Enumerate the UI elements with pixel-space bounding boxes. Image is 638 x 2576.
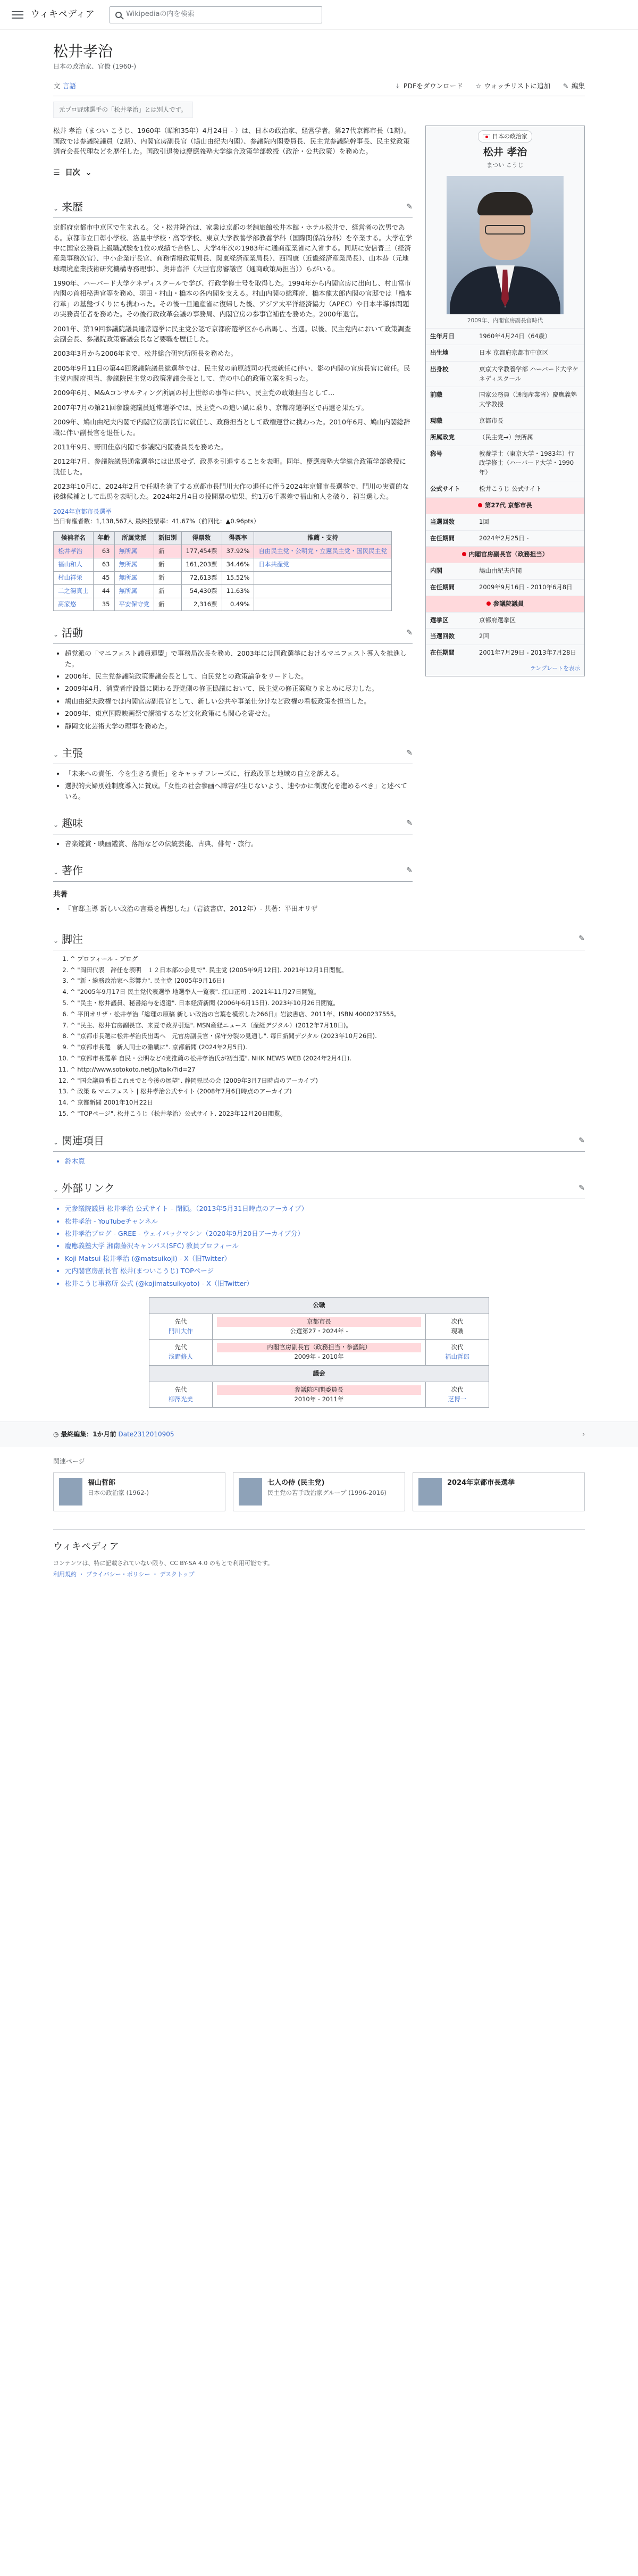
- infobox-row: [426, 328, 584, 345]
- infobox-section-title: 内閣官房副長官（政務担当）: [468, 550, 549, 558]
- career-paragraph: 2023年10月に、2024年2月で任期を満了する京都市長門川大作の退任に伴う2024年京都市長選挙で、門川の実質的な後継候補として出馬を表明した。2024年2月4日の投開票の結果、約1万6千票差で福山和人を破り、初当選した。: [53, 482, 409, 501]
- reference-item: 15. ^ "TOPページ". 松井こうじ（松井孝治）公式サイト. 2023年12月20日閲覧。: [70, 1109, 585, 1119]
- section-heading-notes[interactable]: [53, 929, 585, 950]
- next-name[interactable]: 福山哲郎: [445, 1353, 470, 1361]
- pencil-icon[interactable]: ✎: [406, 628, 413, 637]
- career-paragraph: 2009年6月、M&Aコンサルティング所属の村上世彰の事件に伴い、民主党の政策担当として…: [53, 389, 335, 397]
- external-link[interactable]: • 元参議院議員 松井孝治 公式サイト – 閉鎖。（2013年5月31日時点のアーカイブ）: [65, 1203, 585, 1214]
- table-cell: 11.63%: [222, 584, 254, 598]
- infobox-row: [426, 514, 584, 530]
- menu-icon[interactable]: [12, 11, 23, 19]
- office-term: 公選第27・2024年 -: [290, 1327, 348, 1335]
- related-card[interactable]: [53, 1472, 225, 1511]
- pencil-icon[interactable]: ✎: [406, 748, 413, 757]
- reference-item: 9. ^ "京都市長選 新人同士の激戦に". 京都新聞 (2024年2月5日).: [70, 1043, 585, 1052]
- infobox-row: [426, 563, 584, 579]
- succession-next: [426, 1314, 489, 1340]
- portrait-caption: 2009年、内閣官房副長官時代: [467, 317, 543, 324]
- infobox-value: 2009年9月16日 - 2010年6月8日: [479, 583, 573, 591]
- infobox-key: 当選回数: [430, 517, 455, 525]
- edit-label: 編集: [571, 82, 585, 90]
- succession-office: [212, 1314, 425, 1340]
- infobox-key: 生年月日: [430, 332, 455, 340]
- related-card[interactable]: [413, 1472, 585, 1511]
- table-cell[interactable]: [254, 598, 392, 611]
- chevron-down-icon: ⌄: [53, 936, 59, 944]
- footer-license: コンテンツは、特に記載されていない限り、CC BY-SA 4.0 のもとで利用可能です。: [53, 1559, 273, 1567]
- reference-item: 4. ^ "2005年9月17日 民主党代表選挙 地選挙人一覧表". 江口正司 . 2021年11月27日閲覧。: [70, 988, 585, 997]
- chevron-down-icon: ⌄: [53, 205, 59, 213]
- related-pages: [0, 1447, 638, 1521]
- succession-heading: 公職: [149, 1297, 489, 1314]
- office-name[interactable]: 京都市長: [217, 1317, 421, 1327]
- chevron-down-icon: ⌄: [53, 1138, 59, 1146]
- infobox-key: 所属政党: [430, 433, 455, 441]
- list-item: • 音楽鑑賞・映画鑑賞、落語などの伝統芸能、古典、俳句・旅行。: [65, 839, 413, 849]
- card-thumbnail: [239, 1478, 262, 1506]
- infobox-section-title: 第27代 京都市長: [484, 501, 532, 509]
- page-title: 松井孝治: [53, 43, 113, 60]
- last-modified-text: 最終編集：1か月前: [61, 1431, 116, 1438]
- infobox-section-deputy: [426, 546, 584, 563]
- infobox-key: 現職: [430, 417, 442, 425]
- external-link[interactable]: • Koji Matsui 松井孝治 (@matsuikoji) - X（旧Twitter）: [65, 1253, 585, 1264]
- chevron-down-icon: ⌄: [53, 750, 59, 758]
- infobox-row: [426, 446, 584, 481]
- infobox-value: 京都市長: [479, 417, 503, 425]
- career-paragraph: 京都府京都市中京区で生まれる。父・松井隆治は、家業は京都の老舗旅館松井本館・ホテル松井で、経営者の次男である。京都市立日彰小学校、洛星中学校・高等学校、東京大学教養学部教養学科（国際関係論分科）を卒業する。大学在学中に国家公務員上級職試験を1位の成績で合格し、大学4年次の1983年に通商産業省に入省する。同期に安倍晋三（経済産業事務次官）、中小企業庁長官、商務情報政策局長、関東経済産業局長）、西岡康（近畿経済産業局長）、山本恭（元地球環境産業技術研究機構専務理事）、奥井喜洋（大臣官房審議官（通商政策局担当））らがいる。: [53, 223, 413, 273]
- reference-item: 2. ^ "岡田代表 辞任を表明 １２日本部の会見で". 民主党 (2005年9月12日). 2021年12月1日閲覧。: [70, 966, 585, 975]
- infobox-name: 松井 孝治: [483, 146, 527, 158]
- page: [0, 30, 638, 1408]
- next-label: 次代: [451, 1317, 464, 1325]
- wikipedia-wordmark[interactable]: ウィキペディア: [31, 9, 95, 20]
- infobox-key: 公式サイト: [430, 485, 460, 493]
- pencil-icon[interactable]: ✎: [406, 202, 413, 211]
- card-description: 日本の政治家 (1962-): [88, 1488, 149, 1496]
- section-heading-career[interactable]: [53, 197, 413, 218]
- table-header: 得票率: [222, 532, 254, 545]
- prev-name[interactable]: 門川大作: [168, 1327, 193, 1335]
- language-button[interactable]: [53, 81, 76, 91]
- list-item: • 『官邸主導 新しい政治の言葉を構想した』（岩波書店、2012年）- 共著：平田オリザ: [65, 904, 413, 914]
- reference-item: 6. ^ 平田オリザ・松井孝治『総理の原稿 新しい政治の言葉を模索した266日』岩波書店、2011年。ISBN 4000237555。: [70, 1010, 585, 1019]
- list-item: • 2009年、東京国際映画祭で講演するなど文化政策にも関心を寄せた。: [65, 708, 413, 718]
- table-cell: 新: [154, 598, 182, 611]
- infobox-key: 選挙区: [430, 616, 449, 624]
- list-item: • 2006年、民主党参議院政策審議会長として、自民党との政策論争をリードした。: [65, 671, 413, 681]
- table-cell: 45: [93, 571, 114, 584]
- list-item: • 「未来への責任、今を生きる責任」をキャッチフレーズに、行政改革と地域の自立を訴える。: [65, 768, 413, 779]
- last-modified-bar[interactable]: [0, 1421, 638, 1447]
- reference-item: 3. ^ "新・総務政治家へ影響力". 民主党 (2005年9月16日): [70, 976, 585, 986]
- section-heading-hobbies[interactable]: [53, 813, 413, 834]
- card-text: [267, 1478, 387, 1506]
- career-paragraph: 2001年、第19回参議院議員通常選挙に民主党公認で京都府選挙区から出馬し、当選。以後、民主党内において政策調査会副会長、参議院政策審議会長など要職を歴任した。: [53, 324, 411, 343]
- section-title: 活動: [62, 626, 83, 640]
- pdf-label: PDFをダウンロード: [403, 82, 463, 90]
- table-cell[interactable]: 無所属: [114, 571, 154, 584]
- table-cell: 34.46%: [222, 558, 254, 572]
- infobox-value: 2回: [479, 632, 489, 640]
- infobox-key: 在任期間: [430, 649, 455, 657]
- portrait-image[interactable]: [447, 176, 564, 314]
- table-cell[interactable]: [254, 571, 392, 584]
- table-cell[interactable]: 日本共産党: [254, 558, 392, 572]
- infobox-row: [426, 413, 584, 429]
- section-title: 主張: [62, 746, 83, 759]
- star-icon: ☆: [475, 82, 482, 90]
- table-cell[interactable]: 村山祥栄: [54, 571, 94, 584]
- prev-label: 先代: [174, 1343, 187, 1351]
- reference-item: 1. ^ プロフィール - ブログ: [70, 955, 585, 964]
- infobox-row: [426, 645, 584, 661]
- card-title: 福山哲郎: [88, 1478, 116, 1487]
- table-header: 所属党派: [114, 532, 154, 545]
- infobox: [425, 126, 585, 676]
- table-cell: 72,613票: [181, 571, 222, 584]
- succession-office: [212, 1382, 425, 1408]
- table-cell: 37.92%: [222, 545, 254, 558]
- last-editor-link[interactable]: Date2312010905: [118, 1431, 174, 1438]
- infobox-section-mayor: [426, 497, 584, 514]
- infobox-value: 松井こうじ 公式サイト: [479, 485, 542, 493]
- infobox-value: （民主党→）無所属: [479, 433, 533, 441]
- table-cell: 63: [93, 558, 114, 572]
- infobox-row: [426, 345, 584, 361]
- table-cell: 新: [154, 545, 182, 558]
- footer-links[interactable]: 利用規約 ・ プライバシー・ポリシー ・ デスクトップ: [53, 1570, 195, 1578]
- table-cell: 63: [93, 545, 114, 558]
- pdf-download-button[interactable]: [394, 81, 463, 91]
- emblem-icon: [462, 552, 466, 556]
- infobox-key: 在任期間: [430, 534, 455, 542]
- career-paragraph: 2011年9月、野田佳彦内閣で参議院内閣委員長を務めた。: [53, 442, 228, 451]
- list-item: • 超党派の「マニフェスト議員連盟」で事務局次長を務め、2003年には国政選挙におけるマニフェスト導入を推進した。: [65, 648, 413, 669]
- table-cell: 15.52%: [222, 571, 254, 584]
- infobox-key: 前職: [430, 391, 442, 399]
- watchlist-button[interactable]: [475, 81, 550, 91]
- table-cell: 0.49%: [222, 598, 254, 611]
- pencil-icon[interactable]: ✎: [406, 818, 413, 827]
- table-cell[interactable]: 平安保守党: [114, 598, 154, 611]
- infobox-value: 国家公務員（通商産業省）慶應義塾大学教授: [479, 391, 577, 408]
- table-cell[interactable]: 無所属: [114, 584, 154, 598]
- infobox-value: 1回: [479, 517, 489, 525]
- card-thumbnail: [418, 1478, 442, 1506]
- table-cell[interactable]: 福山和人: [54, 558, 94, 572]
- external-link[interactable]: • 松井孝治 - YouTubeチャンネル: [65, 1216, 585, 1226]
- card-title: 七人の侍 (民主党): [267, 1478, 325, 1487]
- table-cell: 44: [93, 584, 114, 598]
- infobox-kana: まつい こうじ: [486, 161, 524, 169]
- top-bar: [0, 0, 638, 30]
- table-cell[interactable]: 二之湯真士: [54, 584, 94, 598]
- reference-item: 7. ^ "民主、松井官房副長官、来夏で政界引退". MSN産経ニュース（産経デジタル）(2012年7月18日)。: [70, 1021, 585, 1031]
- prev-label: 先代: [174, 1317, 187, 1325]
- career-paragraph: 2009年、鳩山由紀夫内閣で内閣官房副長官に就任し、政務担当として政権運営に携わった。2010年6月、鳩山内閣総辞職に伴い副長官を退任した。: [53, 418, 410, 437]
- infobox-value: 鳩山由紀夫内閣: [479, 567, 522, 575]
- career-paragraph: 2005年9月11日の第44回衆議院議員総選挙では、民主党の前原誠司の代表就任に伴い、影の内閣の官房長官に就任。民主党内閣府担当、参議院民主党の政策審議会長として、党の中心的政策立案を担った。: [53, 364, 410, 383]
- next-name[interactable]: 芝博一: [448, 1395, 467, 1403]
- search-icon: [115, 12, 122, 18]
- table-cell: 2,316票: [181, 598, 222, 611]
- card-text: [88, 1478, 149, 1506]
- table-cell: 54,430票: [181, 584, 222, 598]
- office-term: 2010年 - 2011年: [294, 1395, 344, 1403]
- table-header: 候補者名: [54, 532, 94, 545]
- succession-prev: [149, 1382, 213, 1408]
- career-paragraph: 1990年、ハーバード大学ケネディスクールで学び、行政学修士号を取得した。1994年から内閣官房に出向し、村山富市内閣の首相秘書官等を務め、羽田・村山・橋本の各内閣を支える。村山内閣の総理府、橋本龍太郎内閣の官邸では「橋本行革」の基盤づくりにも携わった。その後一旦通産省に復帰した後、アジア太平洋経済協力（APEC）や日本半導体問題の実務責任者を務めた。その後行政改革会議の事務局、内閣官房の参事官補佐を務めた。2000年退官。: [53, 279, 412, 319]
- career-paragraph: 2007年7月の第21回参議院議員通常選挙では、民主党への追い風に乗り、京都府選挙区で再選を果たす。: [53, 403, 368, 412]
- election-meta: 当日有権者数：1,138,567人 最終投票率：41.67%（前回比：▲0.96pts）: [53, 517, 260, 525]
- reference-item: 11. ^ http://www.sotokoto.net/jp/talk/?id=27: [70, 1065, 585, 1075]
- chevron-right-icon: ›: [582, 1431, 585, 1438]
- office-term: 2009年 - 2010年: [294, 1353, 344, 1361]
- election-caption[interactable]: 2024年京都市長選挙: [53, 507, 112, 515]
- infobox-tag: [478, 130, 532, 143]
- external-link[interactable]: • 慶應義塾大学 湘南藤沢キャンパス(SFC) 教員プロフィール: [65, 1241, 585, 1251]
- section-title: 関連項目: [62, 1134, 105, 1147]
- prev-label: 先代: [174, 1385, 187, 1393]
- download-icon: ⤓: [396, 82, 399, 90]
- infobox-value: 東京大学教養学部 ハーバード大学ケネディスクール: [479, 365, 579, 382]
- section-heading-external[interactable]: [53, 1178, 585, 1199]
- footer: [53, 1529, 585, 1595]
- infobox-key: 出生地: [430, 348, 449, 356]
- chevron-down-icon: ⌄: [85, 168, 92, 177]
- related-card[interactable]: [233, 1472, 405, 1511]
- external-link[interactable]: • 元内閣官房副長官 松井(まついこうじ) TOPページ: [65, 1266, 585, 1276]
- hatnote: 元プロ野球選手の「松井孝治」とは別人です。: [53, 102, 193, 119]
- reference-item: 14. ^ 京都新聞 2001年10月22日: [70, 1098, 585, 1108]
- table-cell[interactable]: 松井孝治: [54, 545, 94, 558]
- infobox-value: 日本 京都府京都市中京区: [479, 348, 549, 356]
- infobox-value: 2024年2月25日 -: [479, 534, 529, 542]
- table-cell: 新: [154, 571, 182, 584]
- infobox-row: [426, 628, 584, 645]
- infobox-tag-label: 日本の政治家: [492, 133, 527, 140]
- office-name[interactable]: 内閣官房副長官（政務担当・参議院）: [217, 1343, 421, 1352]
- edit-button[interactable]: [562, 81, 585, 91]
- table-cell[interactable]: 髙家悠: [54, 598, 94, 611]
- succession-next: [426, 1382, 489, 1408]
- article-body: [53, 126, 413, 917]
- table-cell: 新: [154, 584, 182, 598]
- page-actions: [53, 77, 585, 96]
- office-name[interactable]: 参議院内閣委員長: [217, 1385, 421, 1395]
- infobox-key: 在任期間: [430, 583, 455, 591]
- pencil-icon: ✎: [563, 82, 569, 90]
- section-heading-related[interactable]: [53, 1131, 585, 1152]
- table-cell[interactable]: 自由民主党・公明党・立憲民主党・国民民主党: [254, 545, 392, 558]
- table-row: [54, 571, 392, 584]
- list-icon: ☰: [53, 168, 60, 177]
- toc-toggle[interactable]: [53, 161, 413, 186]
- succession-prev: [149, 1314, 213, 1340]
- lead-paragraph: 松井 孝治（まつい こうじ、1960年（昭和35年）4月24日 - ）は、日本の政治家、経営学者。第27代京都市長（1期）。国政では参議院議員（2期）、内閣官房副長官（鳩山由紀夫内閣）、参議院内閣委員長、民主党参議院幹事長、民主党政策調査会長代理などを歴任した。国政引退後は慶應義塾大学総合政策学部教授（政治・公共政策）を務めた。: [53, 127, 411, 156]
- japan-flag-icon: [483, 134, 490, 139]
- pencil-icon[interactable]: ✎: [578, 1136, 585, 1145]
- external-link[interactable]: • 松井孝治ブログ - GREE - ウェイバックマシン（2020年9月20日アーカイブ分）: [65, 1228, 585, 1239]
- pencil-icon[interactable]: ✎: [406, 866, 413, 875]
- succession-office: [212, 1340, 425, 1366]
- chevron-down-icon: ⌄: [53, 821, 59, 829]
- infobox-row: [426, 387, 584, 413]
- table-cell: 177,454票: [181, 545, 222, 558]
- reference-item: 13. ^ 政策 & マニフェスト | 松井孝治公式サイト (2008年7月6日時点のアーカイブ): [70, 1087, 585, 1097]
- infobox-key: 内閣: [430, 567, 442, 575]
- related-pages-label: 関連ページ: [53, 1458, 85, 1466]
- infobox-row: [426, 579, 584, 596]
- related-link[interactable]: • 鈴木寛: [65, 1156, 585, 1166]
- infobox-section-councillor: [426, 596, 584, 612]
- card-title: 2024年京都市長選挙: [447, 1478, 515, 1487]
- section-title: 脚注: [62, 932, 83, 946]
- search-placeholder: Wikipediaの内を検索: [126, 10, 195, 19]
- table-header: 得票数: [181, 532, 222, 545]
- reference-item: 10. ^ "京都市長選挙 自民・公明など4党推薦の松井孝治氏が初当選". NHK NEWS WEB (2024年2月4日).: [70, 1054, 585, 1064]
- succession-box: [149, 1297, 489, 1408]
- infobox-value: 京都府選挙区: [479, 616, 516, 624]
- list-item: • 鳩山由紀夫政権では内閣官房副長官として、新しい公共や事業仕分けなど政権の看板政策を担当した。: [65, 696, 413, 706]
- footer-brand: ウィキペディア: [53, 1541, 119, 1552]
- table-header: 推薦・支持: [254, 532, 392, 545]
- table-cell[interactable]: [254, 584, 392, 598]
- chevron-down-icon: ⌄: [53, 631, 59, 639]
- prev-name[interactable]: 柳澤光美: [168, 1395, 193, 1403]
- language-label: 言語: [63, 82, 77, 90]
- infobox-row: [426, 612, 584, 629]
- list-item: • 静岡文化芸術大学の理事を務めた。: [65, 721, 413, 731]
- pencil-icon[interactable]: ✎: [578, 934, 585, 943]
- table-header: 新旧別: [154, 532, 182, 545]
- page-subtitle: 日本の政治家、官僚 (1960-): [53, 62, 137, 70]
- list-item: • 選択的夫婦別姓制度導入に賛成。「女性の社会参画へ障害が生じないよう、速やかに制度化を進めるべき」と述べている。: [65, 781, 413, 801]
- section-title: 外部リンク: [62, 1182, 115, 1195]
- table-cell[interactable]: 無所属: [114, 545, 154, 558]
- section-heading-views[interactable]: [53, 743, 413, 764]
- table-header: 年齢: [93, 532, 114, 545]
- card-thumbnail: [59, 1478, 82, 1506]
- section-title: 著作: [62, 864, 83, 877]
- infobox-row: [426, 530, 584, 547]
- infobox-section-title: 参議院議員: [493, 599, 524, 607]
- infobox-row: [426, 481, 584, 497]
- career-paragraph: 2012年7月、参議院議員通常選挙には出馬せず、政界を引退することを表明。同年、慶應義塾大学総合政策学部教授に就任した。: [53, 457, 406, 476]
- search-input[interactable]: [110, 6, 322, 23]
- template-link[interactable]: テンプレートを表示: [530, 665, 580, 672]
- infobox-value: 教養学士（東京大学・1983年）行政学修士（ハーバード大学・1990年）: [479, 449, 574, 476]
- infobox-key: 称号: [430, 449, 442, 457]
- chevron-down-icon: ⌄: [53, 1186, 59, 1194]
- next-label: 次代: [451, 1343, 464, 1351]
- subsection-coauthor: 共著: [53, 890, 68, 899]
- election-results-table: [53, 531, 392, 611]
- next-name: 現職: [451, 1327, 464, 1335]
- section-title: 来歴: [62, 200, 83, 214]
- watch-label: ウォッチリストに追加: [484, 82, 550, 90]
- section-title: 趣味: [62, 817, 83, 830]
- translate-icon: 文: [53, 82, 61, 90]
- prev-name[interactable]: 浅野修人: [168, 1353, 193, 1361]
- reference-item: 8. ^ "京都市長選に松井孝治氏出馬へ 元官房副長官・保守分裂の見通し". 毎日新聞デジタル (2023年10月26日).: [70, 1032, 585, 1041]
- list-item: • 2009年4月、消費者庁設置に関わる野党側の修正協議において、民主党の修正案取りまとめに尽力した。: [65, 683, 413, 693]
- table-row: [54, 558, 392, 572]
- external-link[interactable]: • 松井こうじ事務所 公式 (@kojimatsuikyoto) - X（旧Twitter）: [65, 1278, 585, 1289]
- table-cell[interactable]: 無所属: [114, 558, 154, 572]
- table-cell: 161,203票: [181, 558, 222, 572]
- infobox-row: [426, 429, 584, 446]
- section-heading-works[interactable]: [53, 860, 413, 882]
- emblem-icon: [486, 601, 491, 606]
- table-cell: 新: [154, 558, 182, 572]
- reference-item: 5. ^ "民主・松井議員、秘書給与を返還". 日本経済新聞 (2006年6月15日). 2023年10月26日閲覧。: [70, 999, 585, 1008]
- pencil-icon[interactable]: ✎: [578, 1183, 585, 1192]
- emblem-icon: [478, 503, 482, 507]
- chevron-down-icon: ⌄: [53, 868, 59, 876]
- succession-heading: 議会: [149, 1365, 489, 1382]
- section-heading-activities[interactable]: [53, 623, 413, 644]
- card-text: [447, 1478, 515, 1506]
- clock-icon: ◷: [53, 1431, 61, 1438]
- table-cell: 35: [93, 598, 114, 611]
- next-label: 次代: [451, 1385, 464, 1393]
- infobox-row: [426, 361, 584, 387]
- infobox-key: 出身校: [430, 365, 449, 373]
- table-row: [54, 545, 392, 558]
- toc-label: 目次: [65, 168, 80, 177]
- table-row: [54, 598, 392, 611]
- infobox-value: 2001年7月29日 - 2013年7月28日: [479, 649, 576, 657]
- card-description: 民主党の若手政治家グループ (1996-2016): [267, 1488, 387, 1496]
- succession-next: [426, 1340, 489, 1366]
- infobox-key: 当選回数: [430, 632, 455, 640]
- career-paragraph: 2003年3月から2006年まで、松井総合研究所所長を務めた。: [53, 349, 238, 358]
- succession-prev: [149, 1340, 213, 1366]
- reference-item: 12. ^ "国会議員番長これまでと今後の展望". 静岡県民の会 (2009年3月7日時点のアーカイブ): [70, 1076, 585, 1086]
- table-row: [54, 584, 392, 598]
- infobox-value: 1960年4月24日（64歳）: [479, 332, 551, 340]
